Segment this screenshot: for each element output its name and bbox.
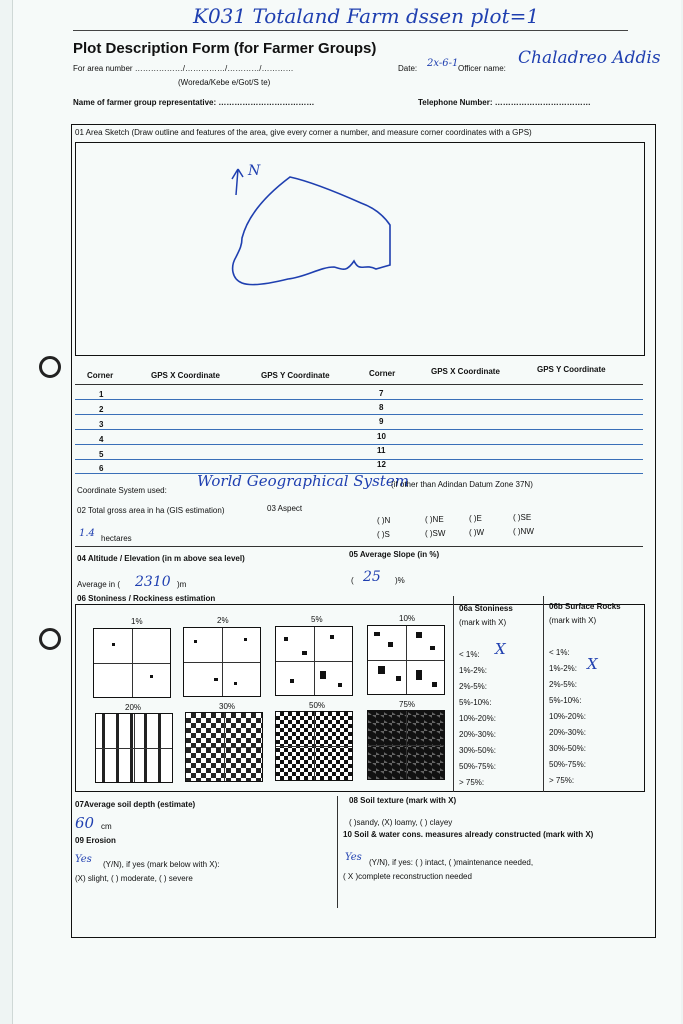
corner-5: 5 (99, 450, 104, 459)
corner-6: 6 (99, 464, 104, 473)
surface-rocks-sub: (mark with X) (549, 616, 597, 625)
rocks-class-1[interactable]: < 1%: (549, 648, 570, 657)
soil-depth-value: 60 (75, 814, 95, 832)
coord-system-value: World Geographical System (197, 472, 409, 490)
rocks-class-2[interactable]: 1%-2%: (549, 664, 578, 673)
aspect-n[interactable]: ( )N (377, 516, 391, 525)
gpsx-header-1: GPS X Coordinate (151, 371, 220, 380)
thumb-label-75: 75% (399, 700, 416, 709)
aspect-s[interactable]: ( )S (377, 530, 390, 539)
stoniness-thumb-50pct (275, 711, 353, 781)
stoniness-class-2[interactable]: 1%-2%: (459, 666, 488, 675)
section-06-label: 06 Stoniness / Rockiness estimation (77, 594, 216, 603)
section-01-label: 01 Area Sketch (Draw outline and features of the area, give every corner a number, and measure corner coordinates with a GPS) (75, 128, 532, 137)
corner-7: 7 (379, 389, 384, 398)
rocks-class-3[interactable]: 2%-5%: (549, 680, 578, 689)
thumb-label-20: 20% (125, 703, 142, 712)
stoniness-class-6[interactable]: 20%-30%: (459, 730, 496, 739)
rocks-class-7[interactable]: 30%-50%: (549, 744, 586, 753)
stoniness-sub: (mark with X) (459, 618, 507, 627)
stoniness-class-7[interactable]: 30%-50%: (459, 746, 496, 755)
hectares-label: hectares (101, 534, 132, 543)
thumb-label-30: 30% (219, 702, 236, 711)
gross-area-value: 1.4 (79, 528, 95, 539)
date-value: 2x-6-1 (427, 58, 459, 69)
aspect-nw[interactable]: ( )NW (513, 527, 534, 536)
rocks-class-9[interactable]: > 75%: (549, 776, 575, 785)
corner-10: 10 (377, 432, 386, 441)
slope-value: 25 (363, 569, 381, 585)
thumb-label-2: 2% (217, 616, 229, 625)
north-label: N (248, 163, 261, 179)
stoniness-thumb-1pct (93, 628, 171, 698)
slope-unit: )% (395, 576, 405, 585)
stoniness-class-1[interactable]: < 1%: (459, 650, 480, 659)
officer-label: Officer name: (458, 64, 506, 73)
representative-label: Name of farmer group representative: ……………………………… (73, 98, 315, 107)
area-sketch-box (75, 142, 645, 356)
soil-texture-options[interactable]: ( )sandy, (X) loamy, ( ) clayey (349, 818, 453, 827)
rocks-class-8[interactable]: 50%-75%: (549, 760, 586, 769)
section-03-label: 03 Aspect (267, 504, 303, 513)
area-number-sub: (Woreda/Kebe e/Got/S te) (178, 78, 271, 87)
corner-header-1: Corner (87, 371, 114, 380)
stoniness-thumb-30pct (185, 712, 263, 782)
corner-8: 8 (379, 403, 384, 412)
section-07-label: 07Average soil depth (estimate) (75, 800, 196, 809)
binder-hole-top (39, 356, 61, 378)
corner-9: 9 (379, 417, 384, 426)
stoniness-mark: X (495, 640, 506, 658)
soil-cons-answer: Yes (345, 852, 362, 863)
section-05-label: 05 Average Slope (in %) (349, 550, 440, 559)
corner-1: 1 (99, 390, 104, 399)
coord-system-note: (if other than Adindan Datum Zone 37N) (391, 480, 533, 489)
stoniness-class-4[interactable]: 5%-10%: (459, 698, 492, 707)
section-04-label: 04 Altitude / Elevation (in m above sea level) (77, 554, 245, 563)
aspect-e[interactable]: ( )E (469, 514, 482, 523)
soil-cons-question: (Y/N), if yes: ( ) intact, ( )maintenance needed, (369, 858, 534, 867)
thumb-label-1: 1% (131, 617, 143, 626)
stoniness-thumb-75pct (367, 710, 445, 780)
thumb-label-50: 50% (309, 701, 326, 710)
aspect-w[interactable]: ( )W (469, 528, 485, 537)
table-rule (75, 384, 643, 385)
erosion-options[interactable]: (X) slight, ( ) moderate, ( ) severe (75, 874, 193, 883)
area-number-label: For area number ………………/……………/…………/………… (73, 64, 294, 73)
rocks-class-4[interactable]: 5%-10%: (549, 696, 582, 705)
altitude-average-label: Average in ( (77, 580, 120, 589)
corner-11: 11 (377, 446, 386, 455)
gpsy-header-2: GPS Y Coordinate (537, 365, 606, 374)
form-title: Plot Description Form (for Farmer Groups) (73, 40, 377, 57)
section-02-label: 02 Total gross area in ha (GIS estimation) (77, 506, 225, 515)
corner-header-2: Corner (369, 369, 396, 378)
gpsy-header-1: GPS Y Coordinate (261, 371, 330, 380)
section-09-label: 09 Erosion (75, 836, 116, 845)
form-sheet: K031 Totaland Farm dssen plot=1 Plot Description Form (for Farmer Groups) For area number ………………/……………/…………/………… (Woreda/Kebe e/Got/S te) Date: 2x-6-1 Officer name: Chaladreo Addis Name of farmer group representative: ……………………………… Telephone Number: ……………………………… 01 Area Sketch (Draw outline and features of the area, give every corner a number, and measure corner coordinates with a GPS) N Corner GPS X Coordinate GPS Y Coordinate Corner GPS X Coordinate GPS Y Coordinate 1 2 3 4 5 6 7 8 9 10 11 12 Coordinate System used: World Geographical System (if other than Adindan Datum Zone 37N) 02 Total gross area in ha (GIS estimation) 03 Aspect 1.4 hectares ( )N ( )NE ( )E ( )SE ( )S ( )SW ( )W ( )NW 04 Altitude / Elevation (in m above sea level) 05 Average Slope (in %) Average in ( 2310 )m ( 25 )% 06 Stoniness / Rockiness estimation 1% 2% 5% 10% 20% 30% 50% 75% 06a Stoniness (mark with X) 06b Surface Rocks (mark with X) < 1%: 1%-2%: 2%-5%: 5%-10%: 10%-20%: 20%-30%: 30%-50%: 50%-75%: > 75%: X < 1%: 1%-2%: 2%-5%: 5%-10%: 10%-20%: 20%-30%: 30%-50%: 50%-75%: > 75%: X 07Average soil depth (estimate) 60 cm 09 Erosion Yes (Y/N), if yes (mark below with X): (X) slight, ( ) moderate, ( ) severe 08 Soil texture (mark with X) ( )sandy, (X) loamy, ( ) clayey 10 Soil & water cons. measures already constructed (mark with X) Yes (Y/N), if yes: ( ) intact, ( )maintenance needed, ( X )complete reconstruction needed (12, 0, 681, 1024)
telephone-label: Telephone Number: ……………………………… (418, 98, 591, 107)
aspect-ne[interactable]: ( )NE (425, 515, 444, 524)
binder-hole-bottom (39, 628, 61, 650)
corner-3: 3 (99, 420, 104, 429)
stoniness-class-8[interactable]: 50%-75%: (459, 762, 496, 771)
stoniness-thumb-5pct (275, 626, 353, 696)
erosion-answer: Yes (75, 854, 92, 865)
thumb-label-10: 10% (399, 614, 416, 623)
section-10-label: 10 Soil & water cons. measures already constructed (mark with X) (343, 830, 594, 839)
gpsx-header-2: GPS X Coordinate (431, 367, 500, 376)
rocks-class-5[interactable]: 10%-20%: (549, 712, 586, 721)
header-rule (73, 30, 628, 31)
erosion-question: (Y/N), if yes (mark below with X): (103, 860, 220, 869)
stoniness-thumb-2pct (183, 627, 261, 697)
stoniness-title: 06a Stoniness (459, 604, 513, 613)
surface-rocks-mark: X (587, 655, 598, 673)
soil-cons-options[interactable]: ( X )complete reconstruction needed (343, 872, 472, 881)
aspect-se[interactable]: ( )SE (513, 513, 532, 522)
altitude-value: 2310 (135, 574, 171, 590)
stoniness-class-5[interactable]: 10%-20%: (459, 714, 496, 723)
stoniness-class-3[interactable]: 2%-5%: (459, 682, 488, 691)
coord-system-label: Coordinate System used: (77, 486, 167, 495)
corner-12: 12 (377, 460, 386, 469)
thumb-label-5: 5% (311, 615, 323, 624)
surface-rocks-title: 06b Surface Rocks (549, 602, 621, 611)
handwritten-title: K031 Totaland Farm dssen plot=1 (193, 4, 540, 28)
stoniness-class-9[interactable]: > 75%: (459, 778, 485, 787)
plot-outline-sketch (76, 143, 644, 355)
date-label: Date: (398, 64, 418, 73)
altitude-unit: )m (177, 580, 187, 589)
stoniness-thumb-10pct (367, 625, 445, 695)
corner-4: 4 (99, 435, 104, 444)
soil-depth-unit: cm (101, 822, 112, 831)
rocks-class-6[interactable]: 20%-30%: (549, 728, 586, 737)
stoniness-thumb-20pct (95, 713, 173, 783)
section-08-label: 08 Soil texture (mark with X) (349, 796, 457, 805)
aspect-sw[interactable]: ( )SW (425, 529, 446, 538)
officer-name: Chaladreo Addis (518, 48, 661, 68)
corner-2: 2 (99, 405, 104, 414)
